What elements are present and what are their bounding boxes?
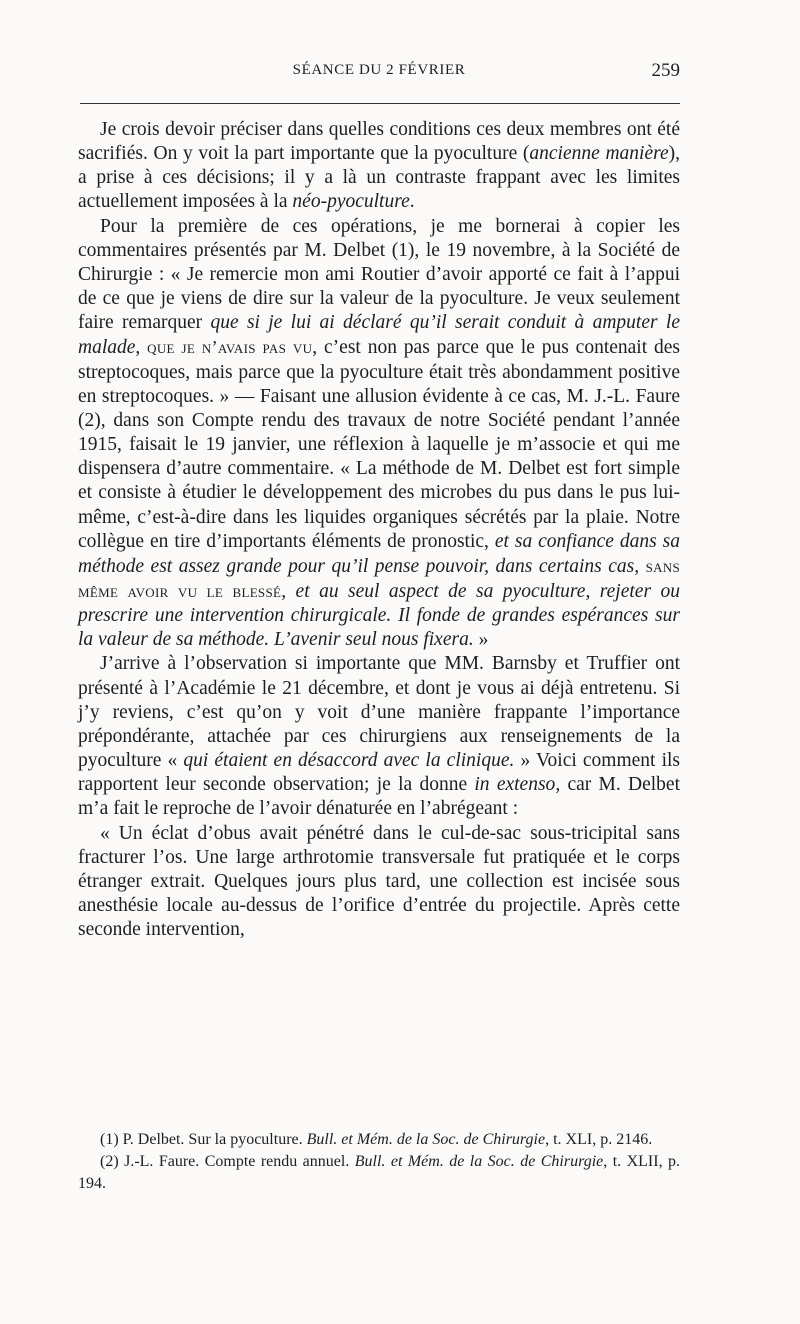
- paragraph-4: [78, 822, 680, 943]
- italic-run: qui étaient en désaccord avec la clinique.: [183, 750, 515, 772]
- running-head: [78, 62, 680, 88]
- text-run: ), a prise à ces décisions; il y a là un contraste frappant avec les limites actuellement imposées à la: [78, 143, 681, 213]
- footnote-italic: Bull. et Mém. de la Soc. de Chirurgie: [306, 1131, 546, 1148]
- body-text: [78, 118, 680, 942]
- footnote-1: [78, 1129, 680, 1151]
- paragraph-1: [78, 118, 680, 215]
- text-run: Je crois devoir préciser dans quelles conditions ces deux membres ont été sacrifiés. On y voit la part importante que la pyoculture (: [78, 119, 680, 165]
- book-page: [78, 0, 680, 1324]
- footnote-text: , t. XLII, p. 194.: [78, 1153, 681, 1192]
- footnote-text: , t. XLI, p. 2146.: [545, 1131, 653, 1148]
- italic-run: que si je lui ai déclaré qu’il serait conduit à amputer le malade: [78, 312, 680, 359]
- italic-run: in extenso: [474, 774, 556, 796]
- text-run: Pour la première de ces opérations, je me bornerai à copier les commentaires présentés par M. Delbet (1), le 19 novembre, à la Société de Chirurgie : « Je remercie mon ami Routier d’avoir apporté ce fait à l’appui de ce que je viens de dire sur la valeur de la pyoculture. Je veux seulement faire remarquer: [78, 215, 680, 334]
- text-run: , c’est non pas parce que le pus contenait des streptocoques, mais parce que la pyoculture était très abondamment positive en streptocoques. » — Faisant une allusion évidente à ce cas, M. J.-L. Faure (2), dans son Compte rendu des travaux de notre Société pendant l’année 1915, faisait le 19 janvier, une réflexion à laquelle je m’associe et qui me dispensera d’autre commentaire. « La méthode de M. Delbet est fort simple et consiste à étudier le développement des microbes du pus dans le pus lui-même, c’est-à-dire dans les liquides organiques sécrétés par la plaie. Notre collègue en tire d’importants éléments de pronostic,: [78, 337, 681, 552]
- small-caps-run: sans même avoir vu le blessé: [78, 555, 680, 601]
- italic-run: ancienne manière: [529, 143, 669, 165]
- footnotes: [78, 1129, 680, 1195]
- small-caps-run: que je n’avais pas vu: [147, 337, 313, 358]
- running-title: SÉANCE DU 2 FÉVRIER: [292, 62, 466, 78]
- paragraph-3: [78, 652, 680, 821]
- footnote-text: (2) J.-L. Faure. Compte rendu annuel.: [100, 1153, 355, 1170]
- text-run: .: [409, 191, 415, 213]
- text-run: »: [473, 629, 489, 651]
- footnote-text: (1) P. Delbet. Sur la pyoculture.: [100, 1131, 307, 1148]
- text-run: « Un éclat d’obus avait pénétré dans le cul-de-sac sous-tricipital sans fracturer l’os. Une large arthrotomie transversale fut pratiquée et le corps étranger extrait. Quelques jours plus tard, une collection est incisée sous anesthésie locale au-dessus de l’orifice d’entrée du projectile. Après cette seconde intervention,: [78, 822, 680, 941]
- italic-run: , et au seul aspect de sa pyoculture, rejeter ou prescrire une intervention chirurgicale. Il fonde de grandes espérances sur la valeur de sa méthode. L’avenir seul nous fixera.: [78, 580, 680, 651]
- footnote-2: [78, 1151, 680, 1195]
- italic-run: et sa confiance dans sa méthode est assez grande pour qu’il pense pouvoir, dans certains cas,: [78, 530, 680, 577]
- text-run: J’arrive à l’observation si importante que MM. Barnsby et Truffier ont présenté à l’Académie le 21 décembre, et dont je vous ai déjà entretenu. Si j’y reviens, c’est qu’on y voit d’une manière frappante l’importance prépondérante, attachée par ces chirurgiens aux renseignements de la pyoculture «: [78, 653, 680, 772]
- page-number: 259: [651, 60, 680, 81]
- text-run: , car M. Delbet m’a fait le reproche de l’avoir dénaturée en l’abrégeant :: [78, 774, 681, 820]
- footnote-italic: Bull. et Mém. de la Soc. de Chirurgie: [354, 1153, 604, 1170]
- italic-run: néo-pyoculture: [292, 191, 410, 213]
- paragraph-2: [78, 215, 680, 653]
- text-run: » Voici comment ils rapportent leur seconde observation; je la donne: [78, 750, 680, 796]
- header-rule: [80, 103, 680, 104]
- text-run: ,: [135, 337, 148, 359]
